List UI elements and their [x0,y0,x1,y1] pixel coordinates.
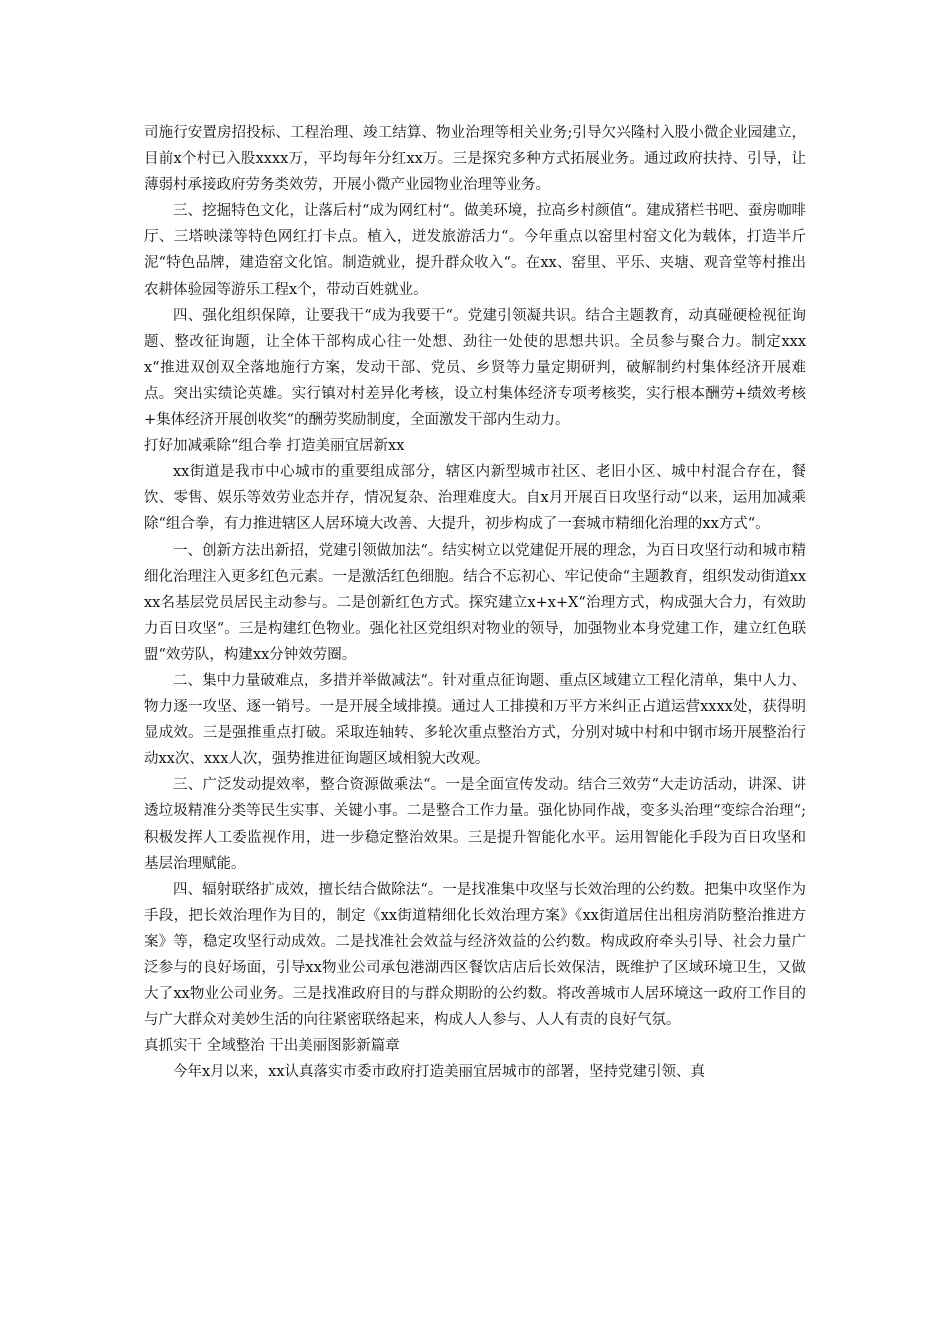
article-heading-1: 打好加减乘除“组合拳 打造美丽宜居新xx [144,438,405,455]
paragraph-addition: 一、创新方法出新招，党建引领做加法“。结实树立以党建促开展的理念，为百日攻坚行动和城市精细化治理注入更多红色元素。一是激活红色细胞。结合不忘初心、牢记使命“主题教育，组织发动街道xxxx名基层党员居民主动参与。二是创新红色方式。探究建立x+x+X“治理方式，构成强大合力，有效助力百日攻坚“。三是构建红色物业。强化社区党组织对物业的领导，加强物业本身党建工作，建立红色联盟“效劳队，构建xx分钟效劳圈。 [144,542,806,663]
paragraph-intro: xx街道是我市中心城市的重要组成部分，辖区内新型城市社区、老旧小区、城中村混合存在，餐饮、零售、娱乐等效劳业态并存，情况复杂、治理难度大。自x月开展百日攻坚行动“以来，运用加减乘除“组合拳，有力推进辖区人居环境大改善、大提升，初步构成了一套城市精细化治理的xx方式“。 [144,464,806,533]
paragraph-multiplication: 三、广泛发动提效率，整合资源做乘法“。一是全面宣传发动。结合三效劳“大走访活动，讲深、讲透垃圾精准分类等民生实事、关键小事。二是整合工作力量。强化协同作战，变多头治理“变综合治理“;积极发挥人工委监视作用，进一步稳定整治效果。三是提升智能化水平。运用智能化手段为百日攻坚和基层治理赋能。 [144,777,806,872]
paragraph-division: 四、辐射联络扩成效，擅长结合做除法“。一是找准集中攻坚与长效治理的公约数。把集中攻坚作为手段，把长效治理作为目的，制定《xx街道精细化长效治理方案》《xx街道居住出租房消防整治推进方案》等，稳定攻坚行动成效。二是找准社会效益与经济效益的公约数。构成政府牵头引导、社会力量广泛参与的良好场面，引导xx物业公司承包港湖西区餐饮店店后长效保洁，既维护了区域环境卫生，又做大了xx物业公司业务。三是找准政府目的与群众期盼的公约数。将改善城市人居环境这一政府工作目的与广大群众对美妙生活的向往紧密联络起来，构成人人参与、人人有责的良好气氛。 [144,881,806,1029]
paragraph-final: 今年x月以来，xx认真落实市委市政府打造美丽宜居城市的部署，坚持党建引领、真 [173,1064,706,1081]
paragraph-continuation: 司施行安置房招投标、工程治理、竣工结算、物业治理等相关业务;引导欠兴隆村入股小微企业园建立，目前x个村已入股xxxx万，平均每年分红xx万。三是探究多种方式拓展业务。通过政府扶持、引导，让薄弱村承接政府劳务类效劳，开展小微产业园物业治理等业务。 [144,125,806,194]
paragraph-section-three: 三、挖掘特色文化，让落后村“成为网红村“。做美环境，拉高乡村颜值“。建成猪栏书吧、蚕房咖啡厅、三塔映漾等特色网红打卡点。植入，迸发旅游活力“。今年重点以窑里村窑文化为载体，打造半斤泥“特色品牌，建造窑文化馆。制造就业，提升群众收入“。在xx、窑里、平乐、夹塘、观音堂等村推出农耕体验园等游乐工程x个，带动百姓就业。 [144,203,806,298]
article-heading-2: 真抓实干 全域整治 干出美丽图影新篇章 [144,1038,400,1055]
paragraph-subtraction: 二、集中力量破难点，多措并举做减法“。针对重点征询题、重点区域建立工程化清单，集中人力、物力逐一攻坚、逐一销号。一是开展全域排摸。通过人工排摸和万平方米纠正占道运营xxxx处，获得明显成效。三是强推重点打破。采取连轴转、多轮次重点整治方式，分别对城中村和中钢市场开展整治行动xx次、xxx人次，强势推进征询题区域相貌大改观。 [144,672,806,768]
document-page [144,120,806,1085]
paragraph-section-four: 四、强化组织保障，让要我干“成为我要干“。党建引领凝共识。结合主题教育，动真碰硬检视征询题、整改征询题，让全体干部构成心往一处想、劲往一处使的思想共识。全员参与聚合力。制定xxxx“推进双创双全落地施行方案，发动干部、党员、乡贤等力量定期研判，破解制约村集体经济开展难点。突出实绩论英雄。实行镇对村差异化考核，设立村集体经济专项考核奖，实行根本酬劳+绩效考核+集体经济开展创收奖“的酬劳奖励制度，全面激发干部内生动力。 [144,307,806,429]
